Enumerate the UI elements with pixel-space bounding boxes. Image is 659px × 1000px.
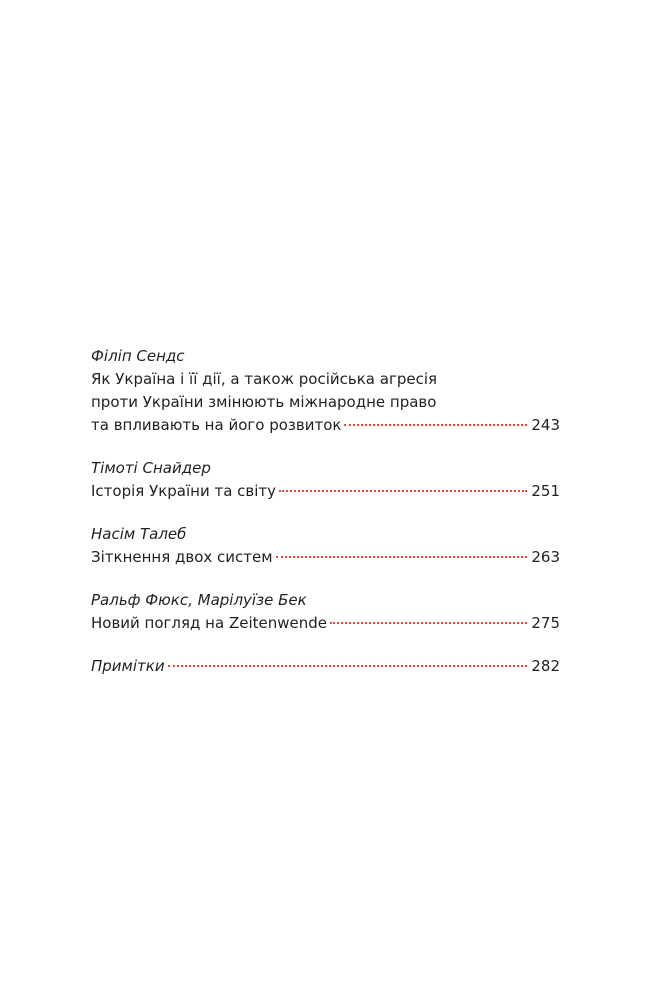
entry-title-final-line [91,480,560,503]
toc-entry-sands [91,345,560,437]
entry-title-line: проти України змінюють міжнародне право [91,393,437,411]
dot-leader [168,665,528,667]
dot-leader [330,622,527,624]
dot-leader [344,424,527,426]
toc-entry-notes [91,655,560,678]
entry-title-final-line [91,414,560,437]
page-number: 263 [531,548,560,566]
table-of-contents [91,345,560,698]
entry-title-text: Новий погляд на Zeitenwende [91,614,327,632]
page-number: 275 [531,614,560,632]
page-number: 251 [531,482,560,500]
entry-title-text: Зіткнення двох систем [91,548,273,566]
dot-leader [279,490,527,492]
toc-entry-snyder [91,457,560,503]
entry-title-line: Як Україна і її дії, а також російська агресія [91,370,438,388]
toc-entry-taleb [91,523,560,569]
page-number: 282 [531,657,560,675]
page-number: 243 [531,416,560,434]
entry-author: Тімоті Снайдер [91,459,211,477]
entry-author: Ральф Фюкс, Марілуїзе Бек [91,591,307,609]
dot-leader [276,556,528,558]
entry-author: Насім Талеб [91,525,187,543]
notes-title: Примітки [91,657,165,675]
toc-entry-fuecks-beck [91,589,560,635]
entry-title-final-line [91,655,560,678]
entry-title-final-line [91,612,560,635]
entry-title-text: Історія України та світу [91,482,277,500]
entry-title-final-line [91,546,560,569]
entry-author: Філіп Сендс [91,347,185,365]
entry-title-text: та впливають на його розвиток [91,416,342,434]
